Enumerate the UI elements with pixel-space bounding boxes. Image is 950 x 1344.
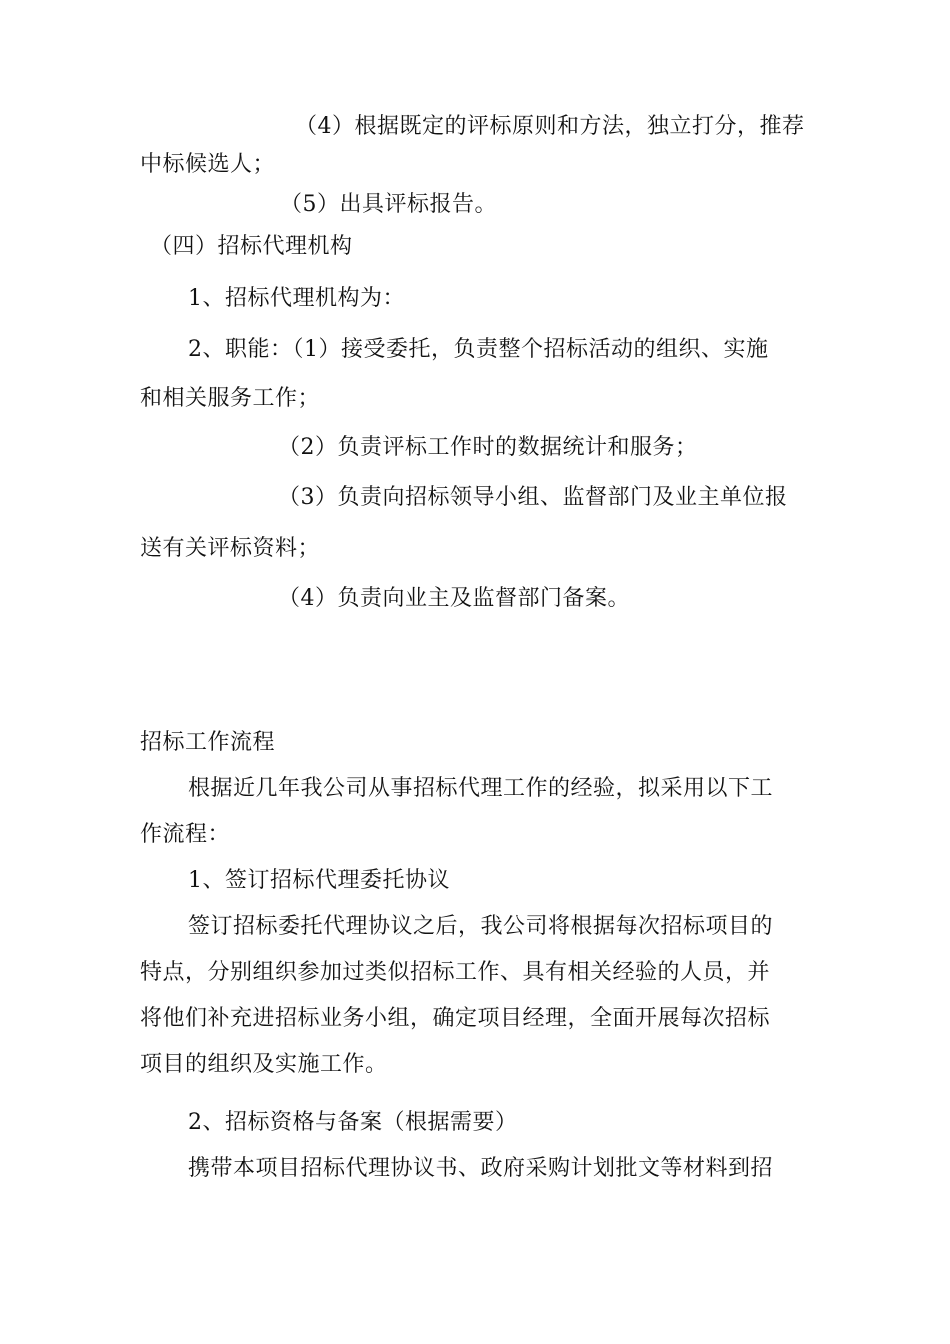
text-line: （3）负责向招标领导小组、监督部门及业主单位报 bbox=[278, 485, 788, 510]
text-line: 中标候选人； bbox=[140, 152, 276, 177]
text-line: （4）根据既定的评标原则和方法，独立打分，推荐 bbox=[295, 114, 805, 139]
text-line: 2、职能：（1）接受委托，负责整个招标活动的组织、实施 bbox=[188, 337, 769, 362]
text-line: 和相关服务工作； bbox=[140, 386, 321, 411]
text-line: 1、签订招标代理委托协议 bbox=[188, 868, 450, 893]
text-line: 作流程： bbox=[140, 822, 231, 847]
text-line: 将他们补充进招标业务小组，确定项目经理，全面开展每次招标 bbox=[140, 1006, 771, 1031]
text-line: 特点，分别组织参加过类似招标工作、具有相关经验的人员，并 bbox=[140, 960, 771, 985]
text-line: （5）出具评标报告。 bbox=[280, 192, 497, 217]
text-line: 1、招标代理机构为： bbox=[188, 286, 405, 311]
text-line: 项目的组织及实施工作。 bbox=[140, 1052, 388, 1077]
text-line: 根据近几年我公司从事招标代理工作的经验，拟采用以下工 bbox=[188, 776, 774, 801]
section-heading: 招标工作流程 bbox=[140, 730, 276, 755]
text-line: 携带本项目招标代理协议书、政府采购计划批文等材料到招 bbox=[188, 1156, 774, 1181]
text-line: （2）负责评标工作时的数据统计和服务； bbox=[278, 435, 698, 460]
section-heading: （四）招标代理机构 bbox=[150, 234, 353, 259]
text-line: 2、招标资格与备案（根据需要） bbox=[188, 1110, 518, 1135]
text-line: 签订招标委托代理协议之后，我公司将根据每次招标项目的 bbox=[188, 914, 774, 939]
text-line: （4）负责向业主及监督部门备案。 bbox=[278, 586, 630, 611]
text-line: 送有关评标资料； bbox=[140, 536, 321, 561]
